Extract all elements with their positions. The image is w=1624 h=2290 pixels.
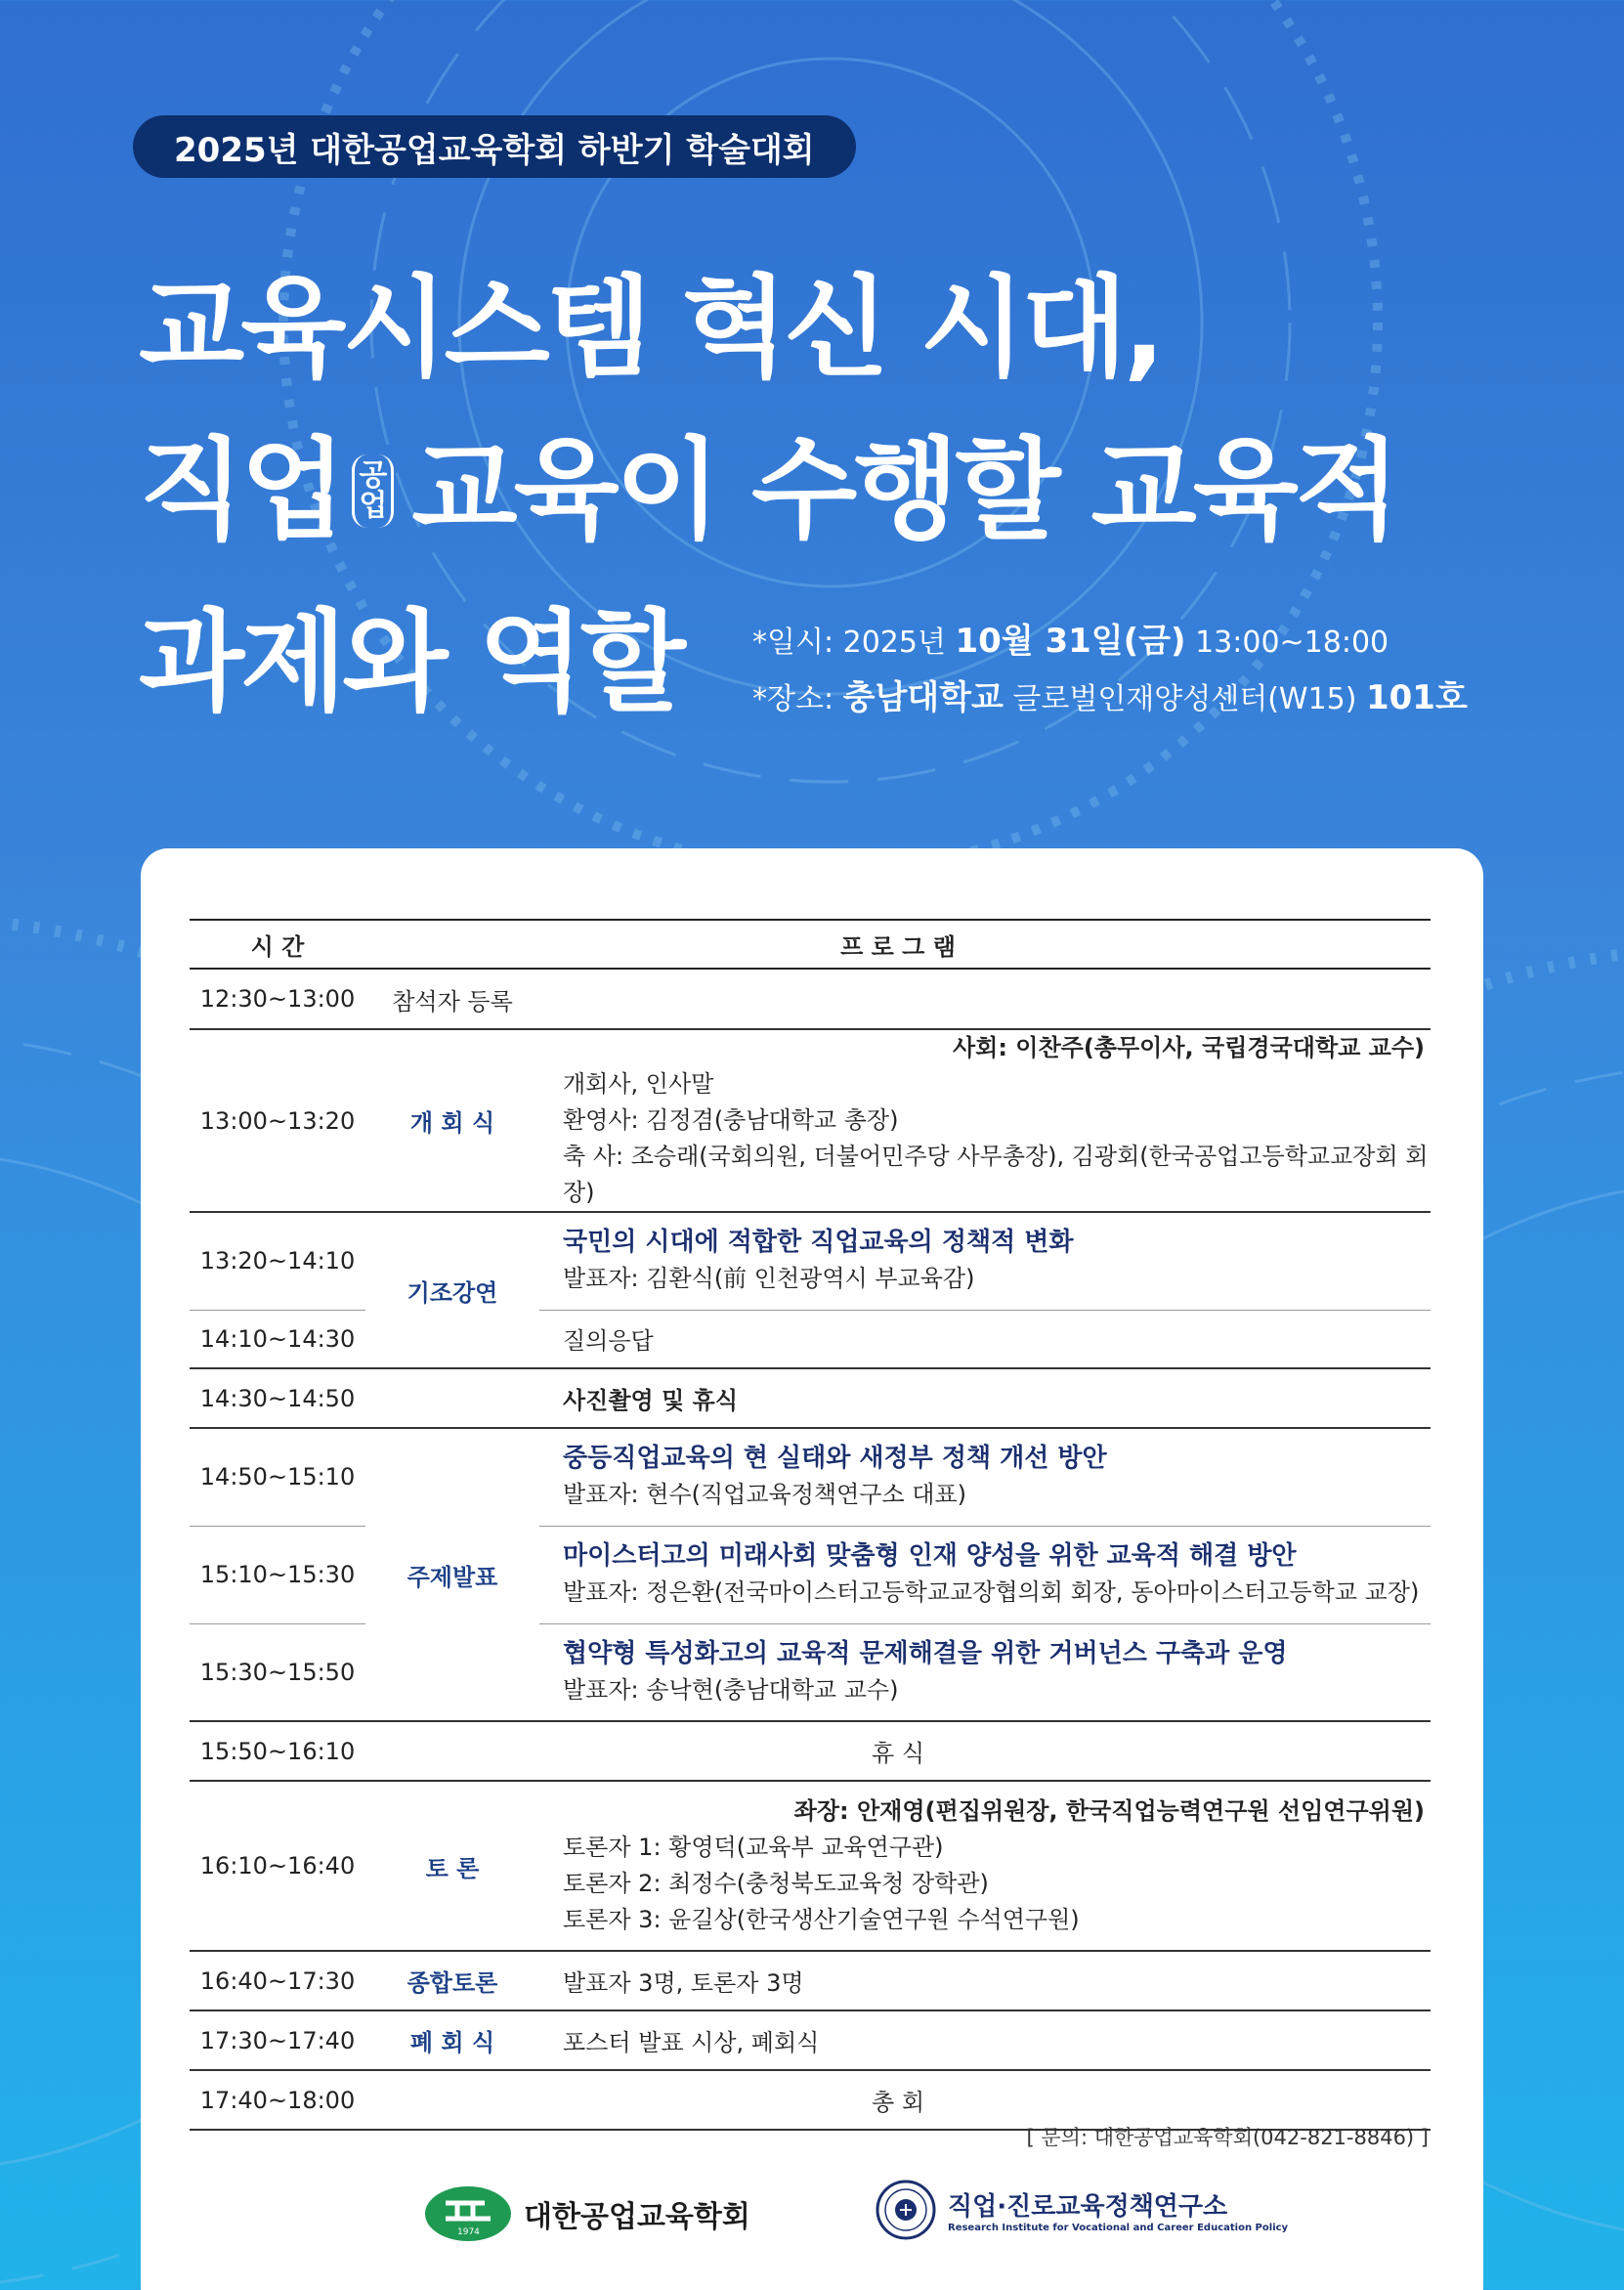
table-row [190,1781,1431,1951]
row-program: 사진촬영 및 휴식 [539,1368,1431,1428]
row-section: 폐 회 식 [365,2010,539,2070]
title-part-a: 직업 [139,427,343,554]
row-program [539,1029,1431,1212]
talk-title: 마이스터고의 미래사회 맞춤형 인재 양성을 위한 교육적 해결 방안 [563,1541,1297,1571]
society-year: 1974 [457,2227,480,2237]
institute-subtitle: Research Institute for Vocational and Career Education Policy [948,2223,1289,2233]
title-line-2 [139,427,1397,554]
row-program [539,1781,1431,1951]
row-time: 14:50~15:10 [190,1428,365,1526]
table-row [190,1029,1431,1212]
row-program [539,1428,1431,1526]
date-main: 10월 31일(금) [955,622,1186,661]
talk-title: 중등직업교육의 현 실태와 새정부 정책 개선 방안 [563,1444,1107,1474]
table-row [190,1721,1431,1781]
program-line: 환영사: 김정겸(충남대학교 총장) [563,1106,899,1134]
row-time: 15:50~16:10 [190,1721,365,1781]
program-line: 토론자 1: 황영덕(교육부 교육연구관) [563,1834,944,1861]
row-time: 12:30~13:00 [190,969,365,1029]
row-program [539,1623,1431,1721]
row-time: 17:30~17:40 [190,2010,365,2070]
row-program: 발표자 3명, 토론자 3명 [539,1951,1431,2010]
contact-info: [ 문의: 대한공업교육학회(042-821-8846) ] [1026,2126,1429,2149]
date-time: 13:00~18:00 [1185,626,1389,660]
place-building: 글로벌인재양성센터(W15) [1003,682,1366,716]
row-time: 14:30~14:50 [190,1368,365,1428]
table-row [190,1428,1431,1526]
presenter: 발표자: 현수(직업교육정책연구소 대표) [563,1481,967,1509]
row-time: 15:10~15:30 [190,1526,365,1623]
presenter: 발표자: 김환식(前 인천광역시 부교육감) [563,1265,975,1293]
row-time: 13:20~14:10 [190,1212,365,1310]
presenter: 발표자: 송낙현(충남대학교 교수) [563,1675,899,1704]
row-section: 개 회 식 [365,1029,539,1212]
title-small-char-1: 공 [359,457,388,493]
program-line: 축 사: 조승래(국회의원, 더불어민주당 사무총장), 김광회(한국공업고등학교교장회 회장) [563,1143,1429,1206]
program-line: 토론자 2: 최정수(충청북도교육청 장학관) [563,1870,989,1897]
row-time: 17:40~18:00 [190,2070,365,2130]
row-program [539,1526,1431,1623]
row-time: 16:40~17:30 [190,1951,365,2010]
society-logo [424,2185,750,2242]
place-room: 101호 [1365,678,1468,717]
table-row [190,1368,1431,1428]
row-section: 종합토론 [365,1951,539,2010]
program-line: 토론자 3: 윤길상(한국생산기술연구원 수석연구원) [563,1906,1080,1933]
title-line-3: 과제와 역할 [139,599,682,726]
society-name: 대한공업교육학회 [524,2200,750,2234]
row-time: 14:10~14:30 [190,1310,365,1368]
row-program: 질의응답 [539,1310,1431,1368]
title-line-1: 교육시스템 혁신 시대, [139,265,1162,392]
program-line: 개회사, 인사말 [563,1070,714,1098]
row-program [539,1212,1431,1310]
program-table [190,919,1431,2131]
institute-logo [876,2180,1288,2240]
table-row [190,969,1431,1029]
row-program [539,969,1431,1029]
row-section: 주제발표 [365,1428,539,1721]
date-prefix: *일시: 2025년 [752,626,956,660]
row-program: 휴 식 [365,1721,1431,1781]
row-section: 토 론 [365,1781,539,1951]
table-row [190,2070,1431,2130]
header-time: 시 간 [190,920,365,969]
institute-text [948,2186,1288,2233]
event-place [752,670,1468,718]
title-part-b: 교육이 수행할 교육적 [411,427,1397,554]
place-main: 충남대학교 [842,678,1004,717]
row-time: 16:10~16:40 [190,1781,365,1951]
institute-seal-icon [876,2180,936,2240]
header-program: 프 로 그 램 [365,920,1431,969]
moderator: 좌장: 안재영(편집위원장, 한국직업능력연구원 선임연구위원) [793,1797,1425,1825]
row-time: 13:00~13:20 [190,1029,365,1212]
talk-title: 협약형 특성화고의 교육적 문제해결을 위한 거버넌스 구축과 운영 [563,1638,1288,1668]
place-prefix: *장소: [752,682,843,716]
row-time: 15:30~15:50 [190,1623,365,1721]
moderator: 사회: 이찬주(총무이사, 국립경국대학교 교수) [952,1034,1425,1061]
event-label: 2025년 대한공업교육학회 하반기 학술대회 [133,115,856,178]
table-row [190,1212,1431,1310]
table-row [190,1951,1431,2010]
institute-name: 직업·진로교육정책연구소 [948,2192,1228,2222]
event-date [752,614,1389,662]
row-program: 총 회 [365,2070,1431,2130]
row-section: 참석자 등록 [365,969,539,1029]
presenter: 발표자: 정은환(전국마이스터고등학교교장협의회 회장, 동아마이스터고등학교 교장) [563,1578,1420,1606]
title-small-vertical [352,454,394,528]
row-program: 포스터 발표 시상, 폐회식 [539,2010,1431,2070]
row-section [365,1368,539,1428]
title-small-char-2: 업 [359,489,388,523]
talk-title: 국민의 시대에 적합한 직업교육의 정책적 변화 [563,1228,1074,1258]
program-card [141,848,1483,2290]
table-row [190,2010,1431,2070]
society-emblem-icon [424,2185,512,2242]
row-section: 기조강연 [365,1212,539,1368]
